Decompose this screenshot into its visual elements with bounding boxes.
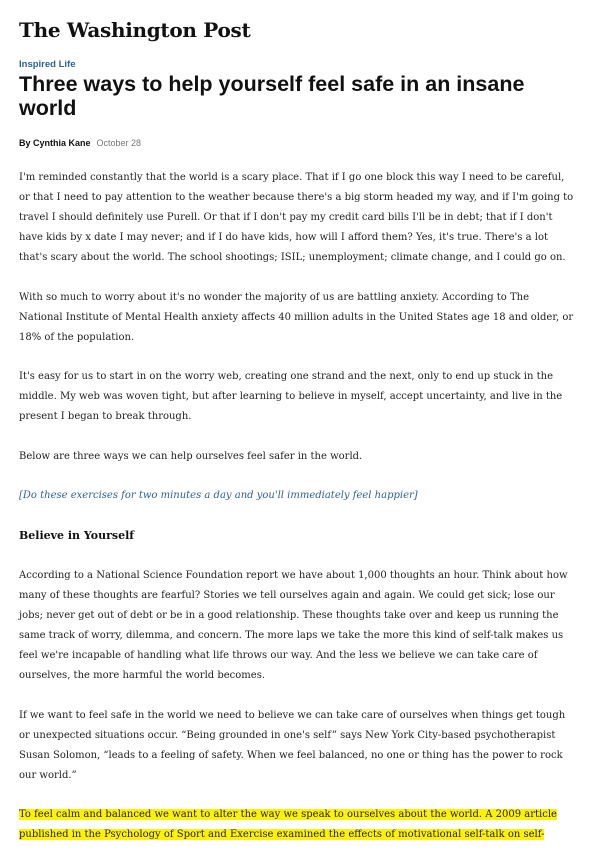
byline-author[interactable]: By Cynthia Kane <box>19 138 91 148</box>
related-link-paragraph <box>19 486 575 506</box>
highlighted-paragraph <box>19 805 575 845</box>
article-headline: Three ways to help yourself feel safe in an insane world <box>19 72 525 120</box>
section-kicker[interactable]: Inspired Life <box>19 59 76 70</box>
paragraph: According to a National Science Foundation report we have about 1,000 thoughts an hour. Think about how many of these thoughts are fearful? Stories we tell ourselves again and again. We could get sick; lose our jobs; never get out of debt or be in a good relationship. These thoughts take over and keep us running the same track of worry, dilemma, and concern. The more laps we take the more this kind of self-talk makes us feel we're incapable of handling what life throws our way. And the less we believe we can take care of ourselves, the more harmful the world becomes. <box>19 570 568 681</box>
byline-date: October 28 <box>96 138 142 148</box>
masthead-logo[interactable]: The Washington Post <box>19 18 251 42</box>
article-body <box>19 168 575 865</box>
paragraph: With so much to worry about it's no wonder the majority of us are battling anxiety. According to The National Institute of Mental Health anxiety affects 40 million adults in the United States age 18 and older, or 18% of the population. <box>19 291 574 343</box>
paragraph: It's easy for us to start in on the worry web, creating one strand and the next, only to end up stuck in the middle. My web was woven tight, but after learning to believe in myself, accept uncertainty, and live in the present I began to break through. <box>19 371 563 422</box>
byline <box>19 138 141 148</box>
paragraph: If we want to feel safe in the world we need to believe we can take care of ourselves when things get tough or unexpected situations occur. “Being grounded in one's self” says New York City-based psychotherapist Susan Solomon, “leads to a feeling of safety. When we feel balanced, no one or thing has the power to rock our world.” <box>19 709 566 781</box>
highlighted-text: To feel calm and balanced we want to alter the way we speak to ourselves about the world. A 2009 article published in the Psychology of Sport and Exercise examined the effects of motivational self-talk on self- <box>19 809 557 840</box>
related-article-link[interactable]: [Do these exercises for two minutes a day and you'll immediately feel happier] <box>19 490 418 501</box>
subheading-believe-in-yourself: Believe in Yourself <box>19 528 135 542</box>
section-subheading <box>19 526 575 547</box>
paragraph: Below are three ways we can help ourselves feel safer in the world. <box>19 450 363 462</box>
paragraph: I'm reminded constantly that the world is a scary place. That if I go one block this way I need to be careful, or that I need to pay attention to the weather because there's a big storm headed my way, and if I'm going to travel I should definitely use Purell. Or that if I don't pay my credit card bills I'll be in debt; that if I don't have kids by x date I may never; and if I do have kids, how will I afford them? Yes, it's true. There's a lot that's scary about the world. The school shootings; ISIL; unemployment; climate change, and I could go on. <box>19 172 574 263</box>
